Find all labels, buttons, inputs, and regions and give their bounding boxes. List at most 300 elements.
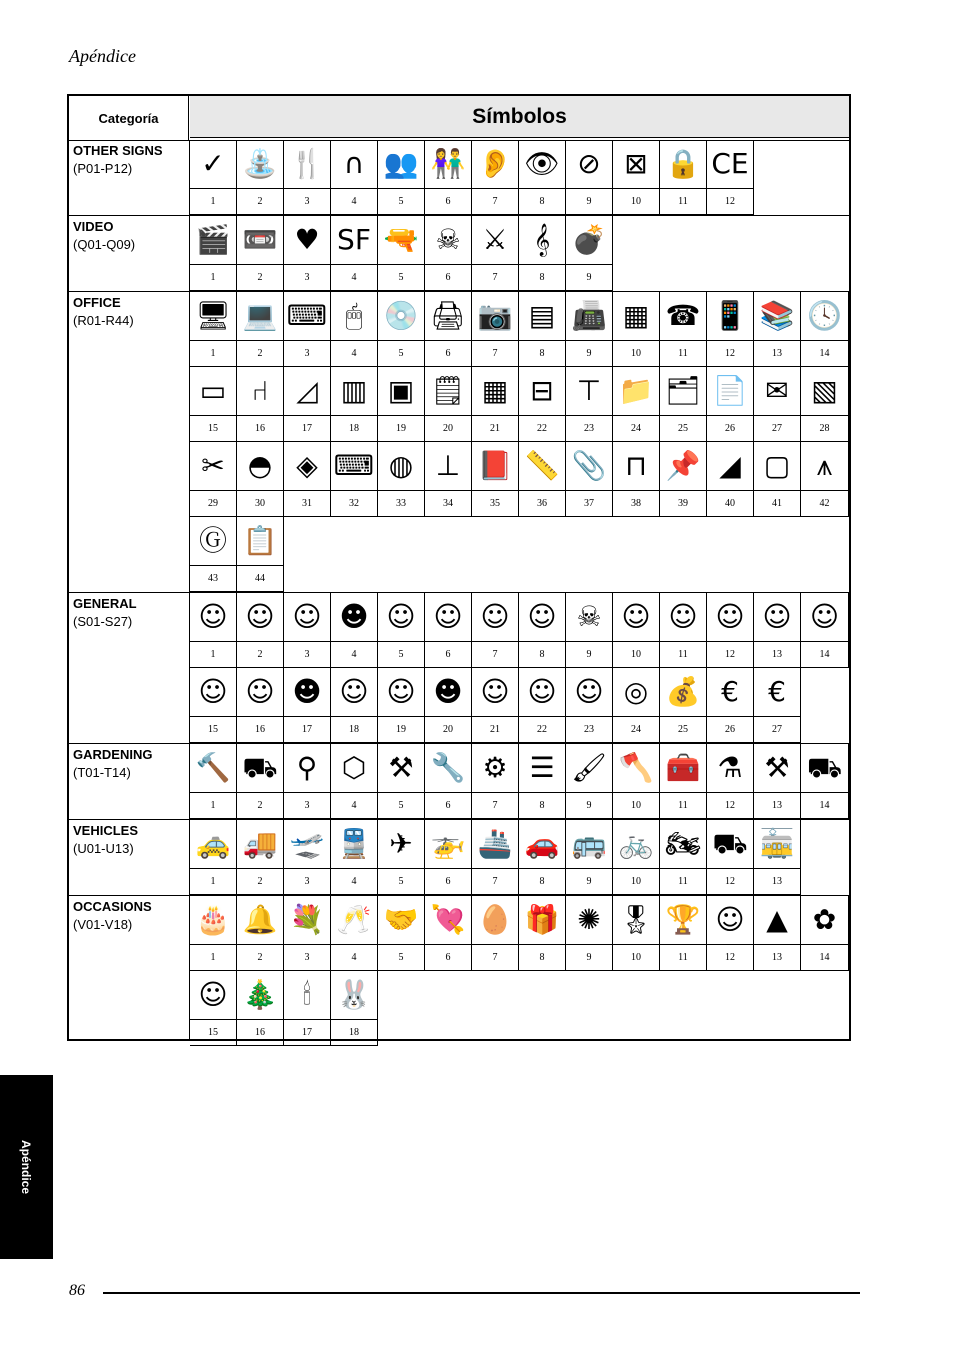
symbol-number: 36 [537, 498, 547, 509]
symbol-cell[interactable] [190, 971, 237, 1046]
symbol-cell[interactable] [331, 820, 378, 895]
symbol-cell[interactable] [425, 593, 472, 668]
symbol-cell[interactable] [284, 442, 331, 517]
padlock-icon: 🔒 [660, 140, 706, 189]
symbol-cell[interactable] [707, 367, 754, 442]
symbol-number: 33 [396, 498, 406, 509]
side-tab-label: Apéndice [19, 1139, 33, 1195]
coin-icon: ◎ [613, 668, 659, 717]
category-label [73, 294, 187, 330]
symbol-cell[interactable] [331, 140, 378, 215]
symbol-number: 14 [819, 348, 830, 359]
symbol-cell[interactable] [190, 367, 237, 442]
camera-icon: 📷 [472, 292, 518, 341]
wrench-icon: 🔧 [425, 744, 471, 793]
eye-icon: 👁 [519, 140, 565, 189]
symbol-cell[interactable] [660, 292, 707, 367]
symbol-number: 17 [302, 423, 312, 434]
symbol-cell[interactable] [237, 367, 284, 442]
symbol-cell[interactable] [190, 517, 237, 592]
symbol-cell[interactable] [566, 744, 613, 819]
symbol-cell[interactable] [519, 140, 566, 215]
symbol-cell[interactable] [190, 668, 237, 743]
fireman-icon: ☻ [284, 668, 330, 717]
symbol-cell[interactable] [190, 216, 237, 291]
symbol-number: 18 [349, 423, 359, 434]
symbol-cell[interactable] [801, 442, 849, 517]
folders-icon: 🗂 [660, 367, 706, 416]
cd-icon: 💿 [378, 292, 424, 341]
car-icon: 🚗 [519, 820, 565, 869]
symbol-cell[interactable] [237, 820, 284, 895]
page-number: 86 [69, 1282, 85, 1299]
symbol-number: 4 [351, 876, 357, 887]
symbol-number: 1 [210, 952, 216, 963]
clapperboard-icon: 🎬 [190, 216, 236, 265]
symbol-cell[interactable] [660, 593, 707, 668]
category-code: (S01-S27) [73, 614, 133, 629]
keyboard-icon: ⌨ [284, 292, 330, 341]
fireworks-icon: ✺ [566, 896, 612, 945]
stapler-icon: ◢ [707, 442, 753, 491]
symbol-cell[interactable] [284, 668, 331, 743]
nut-icon: ⬡ [331, 744, 377, 793]
symbol-cell[interactable] [472, 820, 519, 895]
printer-icon: 🖨 [425, 292, 471, 341]
symbol-number: 14 [819, 952, 830, 963]
symbol-cell[interactable] [519, 896, 566, 971]
symbol-cell[interactable] [331, 292, 378, 367]
symbol-cell[interactable] [237, 744, 284, 819]
symbol-number: 2 [257, 649, 263, 660]
conductor-icon: ☺ [331, 668, 377, 717]
people-icon: 👥 [378, 140, 424, 189]
symbol-cell[interactable] [190, 442, 237, 517]
symbol-cell[interactable] [613, 367, 660, 442]
symbol-number: 10 [631, 348, 641, 359]
symbol-number: 34 [443, 498, 453, 509]
symbol-cell[interactable] [660, 744, 707, 819]
category-name: VEHICLES [73, 823, 139, 838]
symbol-number: 13 [772, 348, 782, 359]
symbol-cell[interactable] [425, 820, 472, 895]
salaryman-icon: ☺ [378, 593, 424, 642]
ribbon-medal-icon: 🎖 [613, 896, 659, 945]
symbol-cell[interactable] [754, 896, 801, 971]
pushpin-icon: 📌 [660, 442, 706, 491]
symbol-cell[interactable] [660, 367, 707, 442]
category-label [73, 822, 187, 858]
symbol-cell[interactable] [331, 668, 378, 743]
symbol-number: 1 [210, 272, 216, 283]
symbol-number: 11 [678, 196, 688, 207]
bobby-icon: ☻ [425, 668, 471, 717]
symbol-number: 18 [349, 1027, 359, 1038]
symbol-cell[interactable] [801, 292, 849, 367]
symbol-number: 21 [490, 423, 500, 434]
folder-icon: 📁 [613, 367, 659, 416]
symbol-number: 3 [304, 196, 310, 207]
symbol-cell[interactable] [660, 140, 707, 215]
symbol-cell[interactable] [331, 442, 378, 517]
typewriter-icon: ⌨ [331, 442, 377, 491]
symbol-cell[interactable] [284, 896, 331, 971]
pirate-icon: ☠ [566, 593, 612, 642]
symbol-cell[interactable] [519, 593, 566, 668]
symbol-number: 7 [492, 649, 498, 660]
symbol-cell[interactable] [425, 896, 472, 971]
pistol-icon: 🔫 [378, 216, 424, 265]
file-tray-icon: ▣ [378, 367, 424, 416]
symbol-cell[interactable] [707, 896, 754, 971]
symbol-cell[interactable] [331, 593, 378, 668]
magnet-icon: ∩ [331, 140, 377, 189]
symbol-cell[interactable] [660, 442, 707, 517]
paper-cutter-icon: ⊟ [519, 367, 565, 416]
symbol-cell[interactable] [801, 367, 849, 442]
symbol-cell[interactable] [284, 971, 331, 1046]
symbol-cell[interactable] [472, 668, 519, 743]
symbol-number: 3 [304, 952, 310, 963]
symbol-cell[interactable] [284, 367, 331, 442]
symbol-cell[interactable] [707, 140, 754, 215]
symbol-cell[interactable] [519, 668, 566, 743]
symbol-cell[interactable] [707, 593, 754, 668]
symbol-number: 6 [445, 952, 451, 963]
symbol-cell[interactable] [190, 292, 237, 367]
footer-rule [103, 1292, 860, 1294]
symbol-number: 9 [586, 952, 592, 963]
waiter-icon: ☺ [519, 593, 565, 642]
symbol-cell[interactable] [754, 744, 801, 819]
symbol-number: 26 [725, 724, 735, 735]
devil-icon: ☺ [707, 896, 753, 945]
symbol-cell[interactable] [378, 140, 425, 215]
symbol-number: 6 [445, 649, 451, 660]
symbol-cell[interactable] [190, 896, 237, 971]
symbol-cell[interactable] [378, 593, 425, 668]
symbol-cell[interactable] [566, 367, 613, 442]
symbol-cell[interactable] [519, 744, 566, 819]
symbol-cell[interactable] [237, 668, 284, 743]
bells-icon: 🔔 [237, 896, 283, 945]
symbol-cell[interactable] [425, 668, 472, 743]
category-label [73, 595, 187, 631]
category-name: OCCASIONS [73, 899, 152, 914]
category-name: OTHER SIGNS [73, 143, 163, 158]
hearts-icon: ♥ [284, 216, 330, 265]
book-icon: 📕 [472, 442, 518, 491]
symbol-number: 7 [492, 952, 498, 963]
symbol-number: 1 [210, 348, 216, 359]
symbol-cell[interactable] [566, 216, 613, 291]
symbol-number: 8 [539, 876, 545, 887]
compass-icon: ⩚ [801, 442, 848, 491]
symbol-cell[interactable] [613, 896, 660, 971]
mother-icon: ☺ [284, 593, 330, 642]
symbol-number: 2 [257, 876, 263, 887]
fork-knife-icon: 🍴 [284, 140, 330, 189]
symbol-number: 12 [725, 196, 735, 207]
symbol-number: 16 [255, 1027, 265, 1038]
symbol-cell[interactable] [754, 442, 801, 517]
symbol-cell[interactable] [331, 216, 378, 291]
check-mark-icon: ✓ [190, 140, 236, 189]
symbol-cell[interactable] [754, 668, 801, 743]
symbol-number: 4 [351, 800, 357, 811]
symbol-cell[interactable] [425, 367, 472, 442]
symbol-cell[interactable] [472, 896, 519, 971]
symbols-table [67, 94, 851, 1041]
symbol-cell[interactable] [707, 442, 754, 517]
symbol-cell[interactable] [237, 896, 284, 971]
symbol-cell[interactable] [190, 820, 237, 895]
symbol-cell[interactable] [519, 442, 566, 517]
faucet-icon: ⛲ [237, 140, 283, 189]
symbol-number: 35 [490, 498, 500, 509]
bus-icon: 🚌 [566, 820, 612, 869]
symbol-number: 10 [631, 649, 641, 660]
symbol-cell[interactable] [660, 896, 707, 971]
symbol-cell[interactable] [190, 140, 237, 215]
side-tab[interactable] [0, 1075, 53, 1259]
symbol-cell[interactable] [284, 216, 331, 291]
symbol-cell[interactable] [566, 820, 613, 895]
symbol-cell[interactable] [378, 896, 425, 971]
symbol-number: 8 [539, 272, 545, 283]
symbol-cell[interactable] [613, 140, 660, 215]
symbol-number: 1 [210, 196, 216, 207]
symbol-cell[interactable] [754, 593, 801, 668]
symbol-number: 9 [586, 800, 592, 811]
symbol-cell[interactable] [237, 971, 284, 1046]
symbol-cell[interactable] [237, 216, 284, 291]
couple-icon: 👫 [425, 140, 471, 189]
category-code: (Q01-Q09) [73, 237, 136, 252]
table-header [69, 96, 849, 141]
symbol-cell[interactable] [472, 216, 519, 291]
symbol-number: 15 [208, 1027, 218, 1038]
symbol-cell[interactable] [425, 442, 472, 517]
category-code: (V01-V18) [73, 917, 133, 932]
symbol-cell[interactable] [237, 442, 284, 517]
symbol-cell[interactable] [237, 593, 284, 668]
symbol-number: 26 [725, 423, 735, 434]
symbol-cell[interactable] [190, 744, 237, 819]
motorcycle-icon: 🏍 [660, 820, 706, 869]
symbol-number: 15 [208, 724, 218, 735]
symbol-number: 4 [351, 272, 357, 283]
symbol-cell[interactable] [566, 668, 613, 743]
symbol-cell[interactable] [425, 292, 472, 367]
symbol-cell[interactable] [566, 593, 613, 668]
judge-icon: ☺ [472, 668, 518, 717]
symbol-cell[interactable] [519, 216, 566, 291]
symbol-number: 28 [819, 423, 830, 434]
symbol-number: 23 [584, 423, 594, 434]
symbol-number: 31 [302, 498, 312, 509]
category-code: (P01-P12) [73, 161, 133, 176]
projector-screen-icon: ⊤ [566, 367, 612, 416]
symbol-cell[interactable] [801, 744, 849, 819]
symbol-cell[interactable] [331, 367, 378, 442]
symbol-number: 5 [398, 952, 404, 963]
symbol-number: 8 [539, 649, 545, 660]
symbol-cell[interactable] [519, 292, 566, 367]
spray-bottle-icon: ⚗ [707, 744, 753, 793]
symbol-cell[interactable] [472, 140, 519, 215]
tape-dispenser-icon: ◍ [378, 442, 424, 491]
symbol-cell[interactable] [472, 292, 519, 367]
symbol-cell[interactable] [378, 442, 425, 517]
bicycle-icon: 🚲 [613, 820, 659, 869]
symbol-number: 24 [631, 423, 641, 434]
notepad-icon: 🗒 [425, 367, 471, 416]
symbol-number: 24 [631, 724, 641, 735]
phone-icon: ☎ [660, 292, 706, 341]
symbol-cell[interactable] [660, 668, 707, 743]
symbol-number: 25 [678, 423, 688, 434]
symbol-cell[interactable] [613, 292, 660, 367]
symbol-number: 39 [678, 498, 688, 509]
symbol-number: 4 [351, 196, 357, 207]
toolbox-icon: 🧰 [660, 744, 706, 793]
euro-note-icon: € [754, 668, 800, 717]
symbol-cell[interactable] [613, 820, 660, 895]
symbol-cell[interactable] [801, 593, 849, 668]
symbol-number: 44 [255, 573, 265, 584]
symbol-number: 12 [725, 649, 735, 660]
symbol-cell[interactable] [707, 292, 754, 367]
symbol-number: 4 [351, 952, 357, 963]
lawn-mower-icon: ⛟ [801, 744, 848, 793]
symbol-cell[interactable] [284, 744, 331, 819]
symbol-cell[interactable] [331, 971, 378, 1046]
symbol-number: 3 [304, 348, 310, 359]
symbol-number: 9 [586, 348, 592, 359]
envelope-icon: ✉ [754, 367, 800, 416]
symbol-cell[interactable] [707, 668, 754, 743]
euro-icon: € [707, 668, 753, 717]
symbol-cell[interactable] [707, 820, 754, 895]
calculator-icon: ▦ [472, 367, 518, 416]
symbol-cell[interactable] [519, 367, 566, 442]
symbol-cell[interactable] [566, 140, 613, 215]
symbol-cell[interactable] [566, 292, 613, 367]
office-chair-icon: ⑁ [237, 367, 283, 416]
symbol-cell[interactable] [378, 744, 425, 819]
symbol-cell[interactable] [613, 593, 660, 668]
symbol-number: 32 [349, 498, 359, 509]
symbol-number: 25 [678, 724, 688, 735]
symbol-cell[interactable] [472, 442, 519, 517]
symbol-cell[interactable] [378, 820, 425, 895]
sword-icon: ⚔ [472, 216, 518, 265]
symbol-cell[interactable] [237, 292, 284, 367]
symbol-cell[interactable] [237, 517, 284, 592]
symbol-cell[interactable] [472, 744, 519, 819]
symbol-number: 12 [725, 952, 735, 963]
santa-icon: ☺ [190, 971, 236, 1020]
symbol-number: 22 [537, 724, 547, 735]
symbol-number: 9 [586, 272, 592, 283]
worker-icon: ☻ [331, 593, 377, 642]
handshake-icon: 🤝 [378, 896, 424, 945]
category-name: GARDENING [73, 747, 153, 762]
symbol-number: 13 [772, 800, 782, 811]
symbol-cell[interactable] [707, 744, 754, 819]
symbol-number: 11 [678, 952, 688, 963]
symbol-cell[interactable] [284, 820, 331, 895]
symbol-number: 1 [210, 800, 216, 811]
symbol-cell[interactable] [566, 442, 613, 517]
symbol-cell[interactable] [378, 668, 425, 743]
symbol-cell[interactable] [425, 744, 472, 819]
copier-icon: ▤ [519, 292, 565, 341]
symbol-cell[interactable] [378, 216, 425, 291]
symbol-cell[interactable] [519, 820, 566, 895]
category-code: (U01-U13) [73, 841, 134, 856]
symbol-cell[interactable] [754, 292, 801, 367]
symbol-cell[interactable] [472, 593, 519, 668]
documents-icon: 📄 [707, 367, 753, 416]
symbol-number: 17 [302, 1027, 312, 1038]
category-code: (T01-T14) [73, 765, 131, 780]
symbol-number: 40 [725, 498, 735, 509]
symbol-cell[interactable] [754, 820, 801, 895]
stamp-icon: ⊥ [425, 442, 471, 491]
symbol-cell[interactable] [331, 896, 378, 971]
tram-icon: 🚋 [754, 820, 800, 869]
symbol-cell[interactable] [801, 896, 849, 971]
symbol-cell[interactable] [331, 744, 378, 819]
ce-mark-icon: CE [707, 140, 753, 189]
symbol-cell[interactable] [378, 367, 425, 442]
symbol-cell[interactable] [284, 292, 331, 367]
symbol-cell[interactable] [613, 668, 660, 743]
trophy-icon: 🏆 [660, 896, 706, 945]
symbol-number: 7 [492, 800, 498, 811]
symbol-cell[interactable] [613, 442, 660, 517]
symbol-number: 14 [819, 800, 830, 811]
symbol-cell[interactable] [425, 140, 472, 215]
symbol-cell[interactable] [190, 593, 237, 668]
symbol-number: 7 [492, 348, 498, 359]
symbol-cell[interactable] [754, 367, 801, 442]
symbol-cell[interactable] [378, 292, 425, 367]
category-column-header: Categoría [69, 96, 189, 140]
symbol-cell[interactable] [237, 140, 284, 215]
symbol-cell[interactable] [660, 820, 707, 895]
symbol-number: 5 [398, 876, 404, 887]
drill-icon: ⚙ [472, 744, 518, 793]
symbol-cell[interactable] [472, 367, 519, 442]
symbol-cell[interactable] [284, 593, 331, 668]
category-label [73, 746, 187, 782]
symbol-cell[interactable] [284, 140, 331, 215]
clock-icon: 🕓 [801, 292, 848, 341]
desktop-computer-icon: 🖥 [190, 292, 236, 341]
taxi-icon: 🚕 [190, 820, 236, 869]
truck-icon: 🚚 [237, 820, 283, 869]
symbol-cell[interactable] [566, 896, 613, 971]
symbol-cell[interactable] [425, 216, 472, 291]
cash-register-icon: ▦ [613, 292, 659, 341]
symbols-column-header: Símbolos [190, 96, 849, 138]
symbol-cell[interactable] [613, 744, 660, 819]
symbol-number: 5 [398, 348, 404, 359]
witch-hat-icon: ▲ [754, 896, 800, 945]
